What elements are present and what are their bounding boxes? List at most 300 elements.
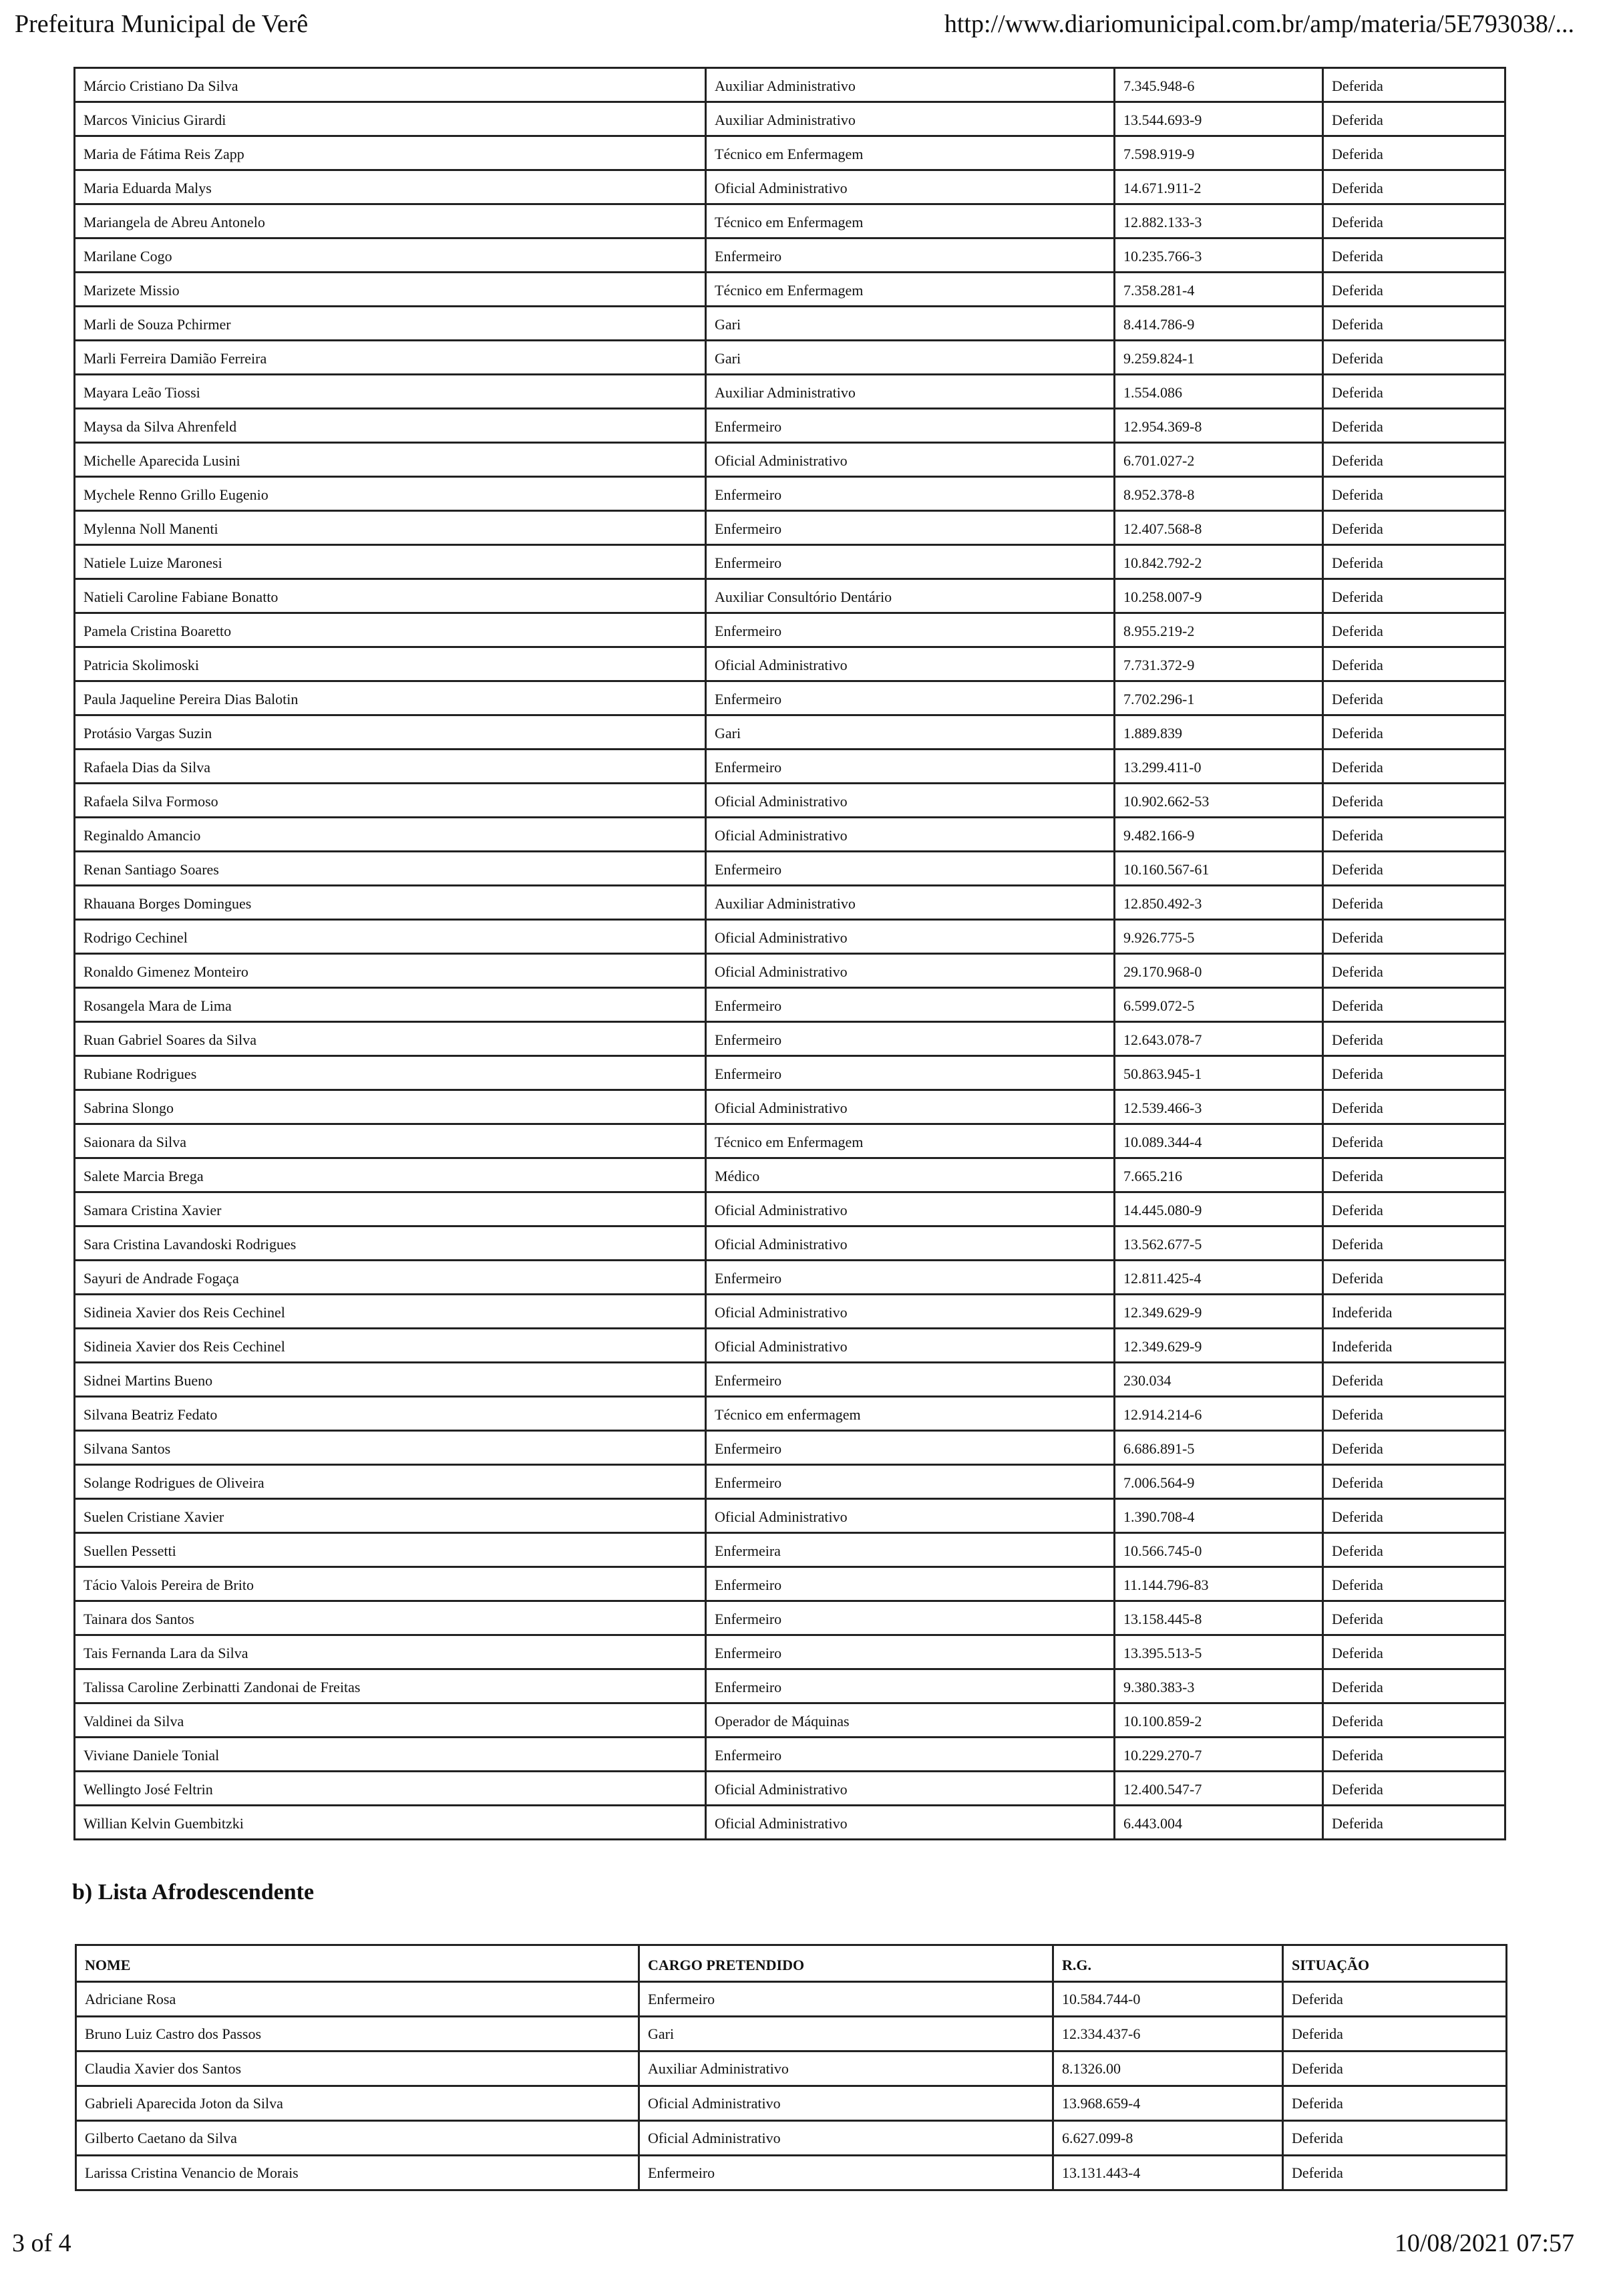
cell-rg: 8.414.786-9 bbox=[1115, 307, 1323, 341]
cell-rg: 10.089.344-4 bbox=[1115, 1124, 1323, 1158]
cell-situacao: Deferida bbox=[1283, 2052, 1507, 2086]
cell-rg: 14.445.080-9 bbox=[1115, 1192, 1323, 1226]
cell-cargo: Enfermeiro bbox=[706, 238, 1115, 273]
table-row bbox=[75, 1806, 1505, 1840]
cell-cargo: Auxiliar Administrativo bbox=[639, 2052, 1053, 2086]
cell-cargo: Enfermeiro bbox=[639, 1982, 1053, 2017]
cell-nome: Gilberto Caetano da Silva bbox=[76, 2121, 639, 2156]
table-row bbox=[75, 715, 1505, 750]
cell-rg: 10.100.859-2 bbox=[1115, 1703, 1323, 1738]
cell-nome: Pamela Cristina Boaretto bbox=[75, 613, 706, 647]
cell-situacao: Deferida bbox=[1323, 102, 1505, 136]
cell-rg: 8.1326.00 bbox=[1053, 2052, 1283, 2086]
cell-cargo: Técnico em Enfermagem bbox=[706, 1124, 1115, 1158]
cell-situacao: Deferida bbox=[1323, 1022, 1505, 1056]
table-row bbox=[75, 273, 1505, 307]
cell-nome: Rafaela Silva Formoso bbox=[75, 784, 706, 818]
cell-rg: 7.006.564-9 bbox=[1115, 1465, 1323, 1499]
cell-cargo: Oficial Administrativo bbox=[706, 1329, 1115, 1363]
cell-cargo: Enfermeiro bbox=[706, 1601, 1115, 1635]
cell-rg: 7.598.919-9 bbox=[1115, 136, 1323, 170]
cell-cargo: Enfermeiro bbox=[706, 545, 1115, 579]
cell-cargo: Gari bbox=[706, 715, 1115, 750]
cell-situacao: Deferida bbox=[1323, 545, 1505, 579]
cell-situacao: Deferida bbox=[1323, 136, 1505, 170]
cell-nome: Wellingto José Feltrin bbox=[75, 1772, 706, 1806]
cell-nome: Valdinei da Silva bbox=[75, 1703, 706, 1738]
cell-situacao: Deferida bbox=[1283, 2017, 1507, 2052]
cell-nome: Rubiane Rodrigues bbox=[75, 1056, 706, 1090]
cell-cargo: Oficial Administrativo bbox=[706, 954, 1115, 988]
cell-situacao: Deferida bbox=[1323, 1601, 1505, 1635]
cell-situacao: Deferida bbox=[1323, 1090, 1505, 1124]
cell-rg: 12.349.629-9 bbox=[1115, 1295, 1323, 1329]
cell-nome: Sabrina Slongo bbox=[75, 1090, 706, 1124]
cell-situacao: Deferida bbox=[1323, 1192, 1505, 1226]
cell-situacao: Deferida bbox=[1323, 784, 1505, 818]
cell-cargo: Oficial Administrativo bbox=[706, 784, 1115, 818]
cell-situacao: Deferida bbox=[1323, 920, 1505, 954]
table-row bbox=[75, 238, 1505, 273]
cell-rg: 12.539.466-3 bbox=[1115, 1090, 1323, 1124]
afro-table-body bbox=[76, 1982, 1507, 2190]
cell-nome: Solange Rodrigues de Oliveira bbox=[75, 1465, 706, 1499]
page-header-url[interactable]: http://www.diariomunicipal.com.br/amp/materia/5E793038/... bbox=[944, 10, 1574, 38]
cell-situacao: Deferida bbox=[1323, 443, 1505, 477]
cell-situacao: Indeferida bbox=[1323, 1329, 1505, 1363]
cell-cargo: Oficial Administrativo bbox=[706, 920, 1115, 954]
cell-nome: Natiele Luize Maronesi bbox=[75, 545, 706, 579]
cell-situacao: Deferida bbox=[1323, 1533, 1505, 1567]
cell-nome: Sidnei Martins Bueno bbox=[75, 1363, 706, 1397]
cell-situacao: Deferida bbox=[1323, 647, 1505, 681]
col-header-situacao: SITUAÇÃO bbox=[1283, 1945, 1507, 1982]
cell-situacao: Deferida bbox=[1323, 1806, 1505, 1840]
afro-table bbox=[75, 1944, 1507, 2191]
cell-nome: Gabrieli Aparecida Joton da Silva bbox=[76, 2086, 639, 2121]
cell-nome: Sidineia Xavier dos Reis Cechinel bbox=[75, 1329, 706, 1363]
table-row bbox=[75, 1499, 1505, 1533]
cell-situacao: Deferida bbox=[1323, 1465, 1505, 1499]
cell-nome: Mariangela de Abreu Antonelo bbox=[75, 204, 706, 238]
table-row bbox=[75, 988, 1505, 1022]
cell-situacao: Deferida bbox=[1323, 170, 1505, 204]
cell-rg: 13.395.513-5 bbox=[1115, 1635, 1323, 1669]
cell-cargo: Enfermeiro bbox=[706, 1431, 1115, 1465]
cell-nome: Talissa Caroline Zerbinatti Zandonai de Freitas bbox=[75, 1669, 706, 1703]
table-row bbox=[75, 1635, 1505, 1669]
cell-nome: Tácio Valois Pereira de Brito bbox=[75, 1567, 706, 1601]
cell-cargo: Oficial Administrativo bbox=[706, 1295, 1115, 1329]
cell-cargo: Oficial Administrativo bbox=[706, 818, 1115, 852]
cell-cargo: Técnico em Enfermagem bbox=[706, 204, 1115, 238]
cell-cargo: Oficial Administrativo bbox=[706, 1226, 1115, 1261]
cell-cargo: Enfermeiro bbox=[706, 1567, 1115, 1601]
cell-cargo: Gari bbox=[706, 341, 1115, 375]
table-row bbox=[76, 2121, 1507, 2156]
cell-rg: 12.643.078-7 bbox=[1115, 1022, 1323, 1056]
cell-situacao: Deferida bbox=[1323, 68, 1505, 102]
cell-nome: Tainara dos Santos bbox=[75, 1601, 706, 1635]
table-row bbox=[75, 409, 1505, 443]
cell-nome: Adriciane Rosa bbox=[76, 1982, 639, 2017]
cell-nome: Willian Kelvin Guembitzki bbox=[75, 1806, 706, 1840]
cell-rg: 7.358.281-4 bbox=[1115, 273, 1323, 307]
cell-nome: Sidineia Xavier dos Reis Cechinel bbox=[75, 1295, 706, 1329]
cell-cargo: Auxiliar Administrativo bbox=[706, 886, 1115, 920]
cell-rg: 9.926.775-5 bbox=[1115, 920, 1323, 954]
cell-situacao: Deferida bbox=[1323, 1397, 1505, 1431]
cell-cargo: Oficial Administrativo bbox=[706, 170, 1115, 204]
cell-cargo: Oficial Administrativo bbox=[706, 443, 1115, 477]
cell-cargo: Oficial Administrativo bbox=[639, 2086, 1053, 2121]
table-row bbox=[75, 1261, 1505, 1295]
cell-cargo: Auxiliar Consultório Dentário bbox=[706, 579, 1115, 613]
cell-situacao: Deferida bbox=[1323, 273, 1505, 307]
table-row bbox=[75, 204, 1505, 238]
cell-cargo: Enfermeiro bbox=[706, 511, 1115, 545]
cell-nome: Maria de Fátima Reis Zapp bbox=[75, 136, 706, 170]
table-row bbox=[75, 579, 1505, 613]
cell-rg: 29.170.968-0 bbox=[1115, 954, 1323, 988]
table-row bbox=[75, 375, 1505, 409]
cell-rg: 1.889.839 bbox=[1115, 715, 1323, 750]
cell-situacao: Deferida bbox=[1323, 375, 1505, 409]
table-row bbox=[75, 886, 1505, 920]
cell-situacao: Deferida bbox=[1323, 818, 1505, 852]
table-row bbox=[75, 1158, 1505, 1192]
cell-cargo: Oficial Administrativo bbox=[639, 2121, 1053, 2156]
table-row bbox=[75, 1465, 1505, 1499]
cell-rg: 10.235.766-3 bbox=[1115, 238, 1323, 273]
cell-rg: 230.034 bbox=[1115, 1363, 1323, 1397]
cell-situacao: Deferida bbox=[1323, 307, 1505, 341]
cell-situacao: Deferida bbox=[1323, 1772, 1505, 1806]
table-row bbox=[75, 307, 1505, 341]
table-row bbox=[75, 954, 1505, 988]
cell-situacao: Deferida bbox=[1323, 852, 1505, 886]
cell-nome: Rodrigo Cechinel bbox=[75, 920, 706, 954]
cell-rg: 7.731.372-9 bbox=[1115, 647, 1323, 681]
cell-cargo: Gari bbox=[639, 2017, 1053, 2052]
table-row bbox=[75, 1329, 1505, 1363]
cell-nome: Patricia Skolimoski bbox=[75, 647, 706, 681]
table-row bbox=[75, 852, 1505, 886]
cell-cargo: Auxiliar Administrativo bbox=[706, 102, 1115, 136]
cell-situacao: Deferida bbox=[1323, 579, 1505, 613]
cell-nome: Saionara da Silva bbox=[75, 1124, 706, 1158]
cell-rg: 12.407.568-8 bbox=[1115, 511, 1323, 545]
cell-nome: Paula Jaqueline Pereira Dias Balotin bbox=[75, 681, 706, 715]
cell-situacao: Deferida bbox=[1323, 1226, 1505, 1261]
cell-situacao: Deferida bbox=[1323, 238, 1505, 273]
cell-situacao: Deferida bbox=[1323, 1261, 1505, 1295]
table-row bbox=[75, 68, 1505, 102]
cell-situacao: Deferida bbox=[1323, 1124, 1505, 1158]
table-row bbox=[75, 1772, 1505, 1806]
cell-nome: Renan Santiago Soares bbox=[75, 852, 706, 886]
cell-rg: 12.400.547-7 bbox=[1115, 1772, 1323, 1806]
cell-situacao: Deferida bbox=[1323, 1158, 1505, 1192]
cell-nome: Silvana Beatriz Fedato bbox=[75, 1397, 706, 1431]
cell-situacao: Deferida bbox=[1283, 2121, 1507, 2156]
table-row bbox=[76, 2086, 1507, 2121]
page-number: 3 of 4 bbox=[12, 2229, 71, 2257]
cell-nome: Ronaldo Gimenez Monteiro bbox=[75, 954, 706, 988]
cell-situacao: Deferida bbox=[1283, 2156, 1507, 2190]
cell-rg: 10.229.270-7 bbox=[1115, 1738, 1323, 1772]
cell-situacao: Deferida bbox=[1323, 750, 1505, 784]
page-header-title: Prefeitura Municipal de Verê bbox=[15, 10, 309, 38]
cell-situacao: Deferida bbox=[1323, 1703, 1505, 1738]
cell-nome: Samara Cristina Xavier bbox=[75, 1192, 706, 1226]
cell-nome: Marizete Missio bbox=[75, 273, 706, 307]
cell-cargo: Gari bbox=[706, 307, 1115, 341]
cell-rg: 8.955.219-2 bbox=[1115, 613, 1323, 647]
cell-rg: 7.345.948-6 bbox=[1115, 68, 1323, 102]
table-row bbox=[75, 1669, 1505, 1703]
cell-cargo: Enfermeiro bbox=[706, 613, 1115, 647]
cell-nome: Rosangela Mara de Lima bbox=[75, 988, 706, 1022]
table-row bbox=[75, 1192, 1505, 1226]
cell-rg: 10.566.745-0 bbox=[1115, 1533, 1323, 1567]
cell-situacao: Deferida bbox=[1323, 1738, 1505, 1772]
table-row bbox=[75, 1738, 1505, 1772]
cell-cargo: Auxiliar Administrativo bbox=[706, 375, 1115, 409]
table-row bbox=[75, 750, 1505, 784]
cell-cargo: Enfermeiro bbox=[706, 1363, 1115, 1397]
cell-situacao: Deferida bbox=[1323, 204, 1505, 238]
cell-rg: 13.562.677-5 bbox=[1115, 1226, 1323, 1261]
cell-cargo: Enfermeiro bbox=[706, 1669, 1115, 1703]
cell-rg: 12.954.369-8 bbox=[1115, 409, 1323, 443]
table-row bbox=[75, 1601, 1505, 1635]
table-row bbox=[75, 784, 1505, 818]
table-row bbox=[75, 477, 1505, 511]
table-row bbox=[75, 1363, 1505, 1397]
cell-nome: Márcio Cristiano Da Silva bbox=[75, 68, 706, 102]
table-row bbox=[75, 1533, 1505, 1567]
table-row bbox=[75, 1703, 1505, 1738]
cell-rg: 13.544.693-9 bbox=[1115, 102, 1323, 136]
cell-cargo: Técnico em enfermagem bbox=[706, 1397, 1115, 1431]
cell-cargo: Médico bbox=[706, 1158, 1115, 1192]
cell-nome: Rhauana Borges Domingues bbox=[75, 886, 706, 920]
cell-rg: 1.554.086 bbox=[1115, 375, 1323, 409]
cell-cargo: Enfermeiro bbox=[706, 988, 1115, 1022]
table-row bbox=[75, 443, 1505, 477]
cell-rg: 11.144.796-83 bbox=[1115, 1567, 1323, 1601]
cell-nome: Ruan Gabriel Soares da Silva bbox=[75, 1022, 706, 1056]
cell-situacao: Deferida bbox=[1283, 2086, 1507, 2121]
cell-situacao: Deferida bbox=[1323, 1431, 1505, 1465]
table-row bbox=[75, 1567, 1505, 1601]
cell-cargo: Enfermeiro bbox=[706, 1635, 1115, 1669]
cell-rg: 12.882.133-3 bbox=[1115, 204, 1323, 238]
cell-rg: 10.160.567-61 bbox=[1115, 852, 1323, 886]
cell-rg: 7.665.216 bbox=[1115, 1158, 1323, 1192]
cell-situacao: Deferida bbox=[1323, 1499, 1505, 1533]
cell-rg: 13.968.659-4 bbox=[1053, 2086, 1283, 2121]
cell-rg: 14.671.911-2 bbox=[1115, 170, 1323, 204]
cell-nome: Rafaela Dias da Silva bbox=[75, 750, 706, 784]
cell-nome: Marli Ferreira Damião Ferreira bbox=[75, 341, 706, 375]
table-row bbox=[75, 1431, 1505, 1465]
cell-rg: 7.702.296-1 bbox=[1115, 681, 1323, 715]
cell-situacao: Deferida bbox=[1323, 954, 1505, 988]
table-row bbox=[75, 170, 1505, 204]
cell-nome: Mayara Leão Tiossi bbox=[75, 375, 706, 409]
table-row bbox=[75, 545, 1505, 579]
cell-rg: 10.258.007-9 bbox=[1115, 579, 1323, 613]
cell-cargo: Técnico em Enfermagem bbox=[706, 273, 1115, 307]
col-header-nome: NOME bbox=[76, 1945, 639, 1982]
cell-rg: 12.349.629-9 bbox=[1115, 1329, 1323, 1363]
cell-cargo: Enfermeiro bbox=[639, 2156, 1053, 2190]
cell-rg: 6.599.072-5 bbox=[1115, 988, 1323, 1022]
cell-rg: 12.811.425-4 bbox=[1115, 1261, 1323, 1295]
cell-cargo: Enfermeiro bbox=[706, 852, 1115, 886]
cell-nome: Reginaldo Amancio bbox=[75, 818, 706, 852]
afro-table-header-row bbox=[76, 1945, 1507, 1982]
cell-nome: Protásio Vargas Suzin bbox=[75, 715, 706, 750]
cell-rg: 9.380.383-3 bbox=[1115, 1669, 1323, 1703]
cell-nome: Larissa Cristina Venancio de Morais bbox=[76, 2156, 639, 2190]
cell-situacao: Deferida bbox=[1323, 886, 1505, 920]
cell-rg: 13.299.411-0 bbox=[1115, 750, 1323, 784]
col-header-cargo: CARGO PRETENDIDO bbox=[639, 1945, 1053, 1982]
cell-nome: Suelen Cristiane Xavier bbox=[75, 1499, 706, 1533]
cell-nome: Marcos Vinicius Girardi bbox=[75, 102, 706, 136]
table-row bbox=[76, 1982, 1507, 2017]
cell-cargo: Enfermeiro bbox=[706, 1261, 1115, 1295]
results-table bbox=[73, 67, 1506, 1840]
table-row bbox=[75, 1397, 1505, 1431]
cell-rg: 50.863.945-1 bbox=[1115, 1056, 1323, 1090]
cell-nome: Salete Marcia Brega bbox=[75, 1158, 706, 1192]
table-row bbox=[76, 2052, 1507, 2086]
table-row bbox=[75, 511, 1505, 545]
cell-cargo: Técnico em Enfermagem bbox=[706, 136, 1115, 170]
cell-situacao: Deferida bbox=[1323, 341, 1505, 375]
table-row bbox=[75, 1056, 1505, 1090]
cell-rg: 6.443.004 bbox=[1115, 1806, 1323, 1840]
print-datetime: 10/08/2021 07:57 bbox=[1394, 2229, 1574, 2257]
cell-cargo: Oficial Administrativo bbox=[706, 1772, 1115, 1806]
table-row bbox=[75, 613, 1505, 647]
table-row bbox=[75, 1090, 1505, 1124]
cell-cargo: Enfermeiro bbox=[706, 1022, 1115, 1056]
cell-rg: 9.259.824-1 bbox=[1115, 341, 1323, 375]
cell-situacao: Indeferida bbox=[1323, 1295, 1505, 1329]
cell-cargo: Auxiliar Administrativo bbox=[706, 68, 1115, 102]
cell-cargo: Enfermeiro bbox=[706, 750, 1115, 784]
cell-situacao: Deferida bbox=[1323, 1567, 1505, 1601]
table-row bbox=[76, 2156, 1507, 2190]
table-row bbox=[75, 1124, 1505, 1158]
cell-situacao: Deferida bbox=[1283, 1982, 1507, 2017]
cell-nome: Viviane Daniele Tonial bbox=[75, 1738, 706, 1772]
table-row bbox=[75, 102, 1505, 136]
cell-nome: Maysa da Silva Ahrenfeld bbox=[75, 409, 706, 443]
cell-situacao: Deferida bbox=[1323, 477, 1505, 511]
cell-nome: Sara Cristina Lavandoski Rodrigues bbox=[75, 1226, 706, 1261]
cell-nome: Sayuri de Andrade Fogaça bbox=[75, 1261, 706, 1295]
cell-rg: 12.334.437-6 bbox=[1053, 2017, 1283, 2052]
cell-rg: 8.952.378-8 bbox=[1115, 477, 1323, 511]
cell-rg: 9.482.166-9 bbox=[1115, 818, 1323, 852]
cell-situacao: Deferida bbox=[1323, 511, 1505, 545]
table-row bbox=[75, 341, 1505, 375]
cell-nome: Tais Fernanda Lara da Silva bbox=[75, 1635, 706, 1669]
cell-rg: 12.850.492-3 bbox=[1115, 886, 1323, 920]
cell-cargo: Oficial Administrativo bbox=[706, 647, 1115, 681]
cell-rg: 10.902.662-53 bbox=[1115, 784, 1323, 818]
cell-situacao: Deferida bbox=[1323, 681, 1505, 715]
cell-cargo: Enfermeiro bbox=[706, 477, 1115, 511]
cell-nome: Maria Eduarda Malys bbox=[75, 170, 706, 204]
cell-situacao: Deferida bbox=[1323, 715, 1505, 750]
cell-nome: Natieli Caroline Fabiane Bonatto bbox=[75, 579, 706, 613]
cell-situacao: Deferida bbox=[1323, 1669, 1505, 1703]
table-row bbox=[75, 1022, 1505, 1056]
cell-nome: Silvana Santos bbox=[75, 1431, 706, 1465]
cell-situacao: Deferida bbox=[1323, 1056, 1505, 1090]
cell-cargo: Operador de Máquinas bbox=[706, 1703, 1115, 1738]
table-row bbox=[75, 647, 1505, 681]
cell-cargo: Enfermeira bbox=[706, 1533, 1115, 1567]
cell-cargo: Enfermeiro bbox=[706, 1738, 1115, 1772]
cell-rg: 6.627.099-8 bbox=[1053, 2121, 1283, 2156]
cell-rg: 13.158.445-8 bbox=[1115, 1601, 1323, 1635]
table-row bbox=[76, 2017, 1507, 2052]
cell-nome: Marli de Souza Pchirmer bbox=[75, 307, 706, 341]
table-row bbox=[75, 818, 1505, 852]
cell-situacao: Deferida bbox=[1323, 409, 1505, 443]
cell-nome: Mychele Renno Grillo Eugenio bbox=[75, 477, 706, 511]
cell-cargo: Oficial Administrativo bbox=[706, 1090, 1115, 1124]
cell-cargo: Oficial Administrativo bbox=[706, 1806, 1115, 1840]
cell-cargo: Enfermeiro bbox=[706, 1465, 1115, 1499]
section-title-afro: b) Lista Afrodescendente bbox=[72, 1880, 315, 1905]
cell-situacao: Deferida bbox=[1323, 1363, 1505, 1397]
cell-rg: 6.686.891-5 bbox=[1115, 1431, 1323, 1465]
table-row bbox=[75, 920, 1505, 954]
cell-nome: Michelle Aparecida Lusini bbox=[75, 443, 706, 477]
table-row bbox=[75, 681, 1505, 715]
cell-rg: 1.390.708-4 bbox=[1115, 1499, 1323, 1533]
results-table-body bbox=[75, 68, 1505, 1840]
cell-cargo: Enfermeiro bbox=[706, 409, 1115, 443]
cell-cargo: Enfermeiro bbox=[706, 1056, 1115, 1090]
cell-situacao: Deferida bbox=[1323, 1635, 1505, 1669]
table-row bbox=[75, 1295, 1505, 1329]
col-header-rg: R.G. bbox=[1053, 1945, 1283, 1982]
cell-nome: Claudia Xavier dos Santos bbox=[76, 2052, 639, 2086]
cell-cargo: Enfermeiro bbox=[706, 681, 1115, 715]
cell-rg: 6.701.027-2 bbox=[1115, 443, 1323, 477]
cell-rg: 10.584.744-0 bbox=[1053, 1982, 1283, 2017]
cell-nome: Suellen Pessetti bbox=[75, 1533, 706, 1567]
table-row bbox=[75, 1226, 1505, 1261]
cell-nome: Bruno Luiz Castro dos Passos bbox=[76, 2017, 639, 2052]
cell-cargo: Oficial Administrativo bbox=[706, 1499, 1115, 1533]
table-row bbox=[75, 136, 1505, 170]
cell-situacao: Deferida bbox=[1323, 613, 1505, 647]
cell-rg: 10.842.792-2 bbox=[1115, 545, 1323, 579]
cell-rg: 13.131.443-4 bbox=[1053, 2156, 1283, 2190]
cell-cargo: Oficial Administrativo bbox=[706, 1192, 1115, 1226]
